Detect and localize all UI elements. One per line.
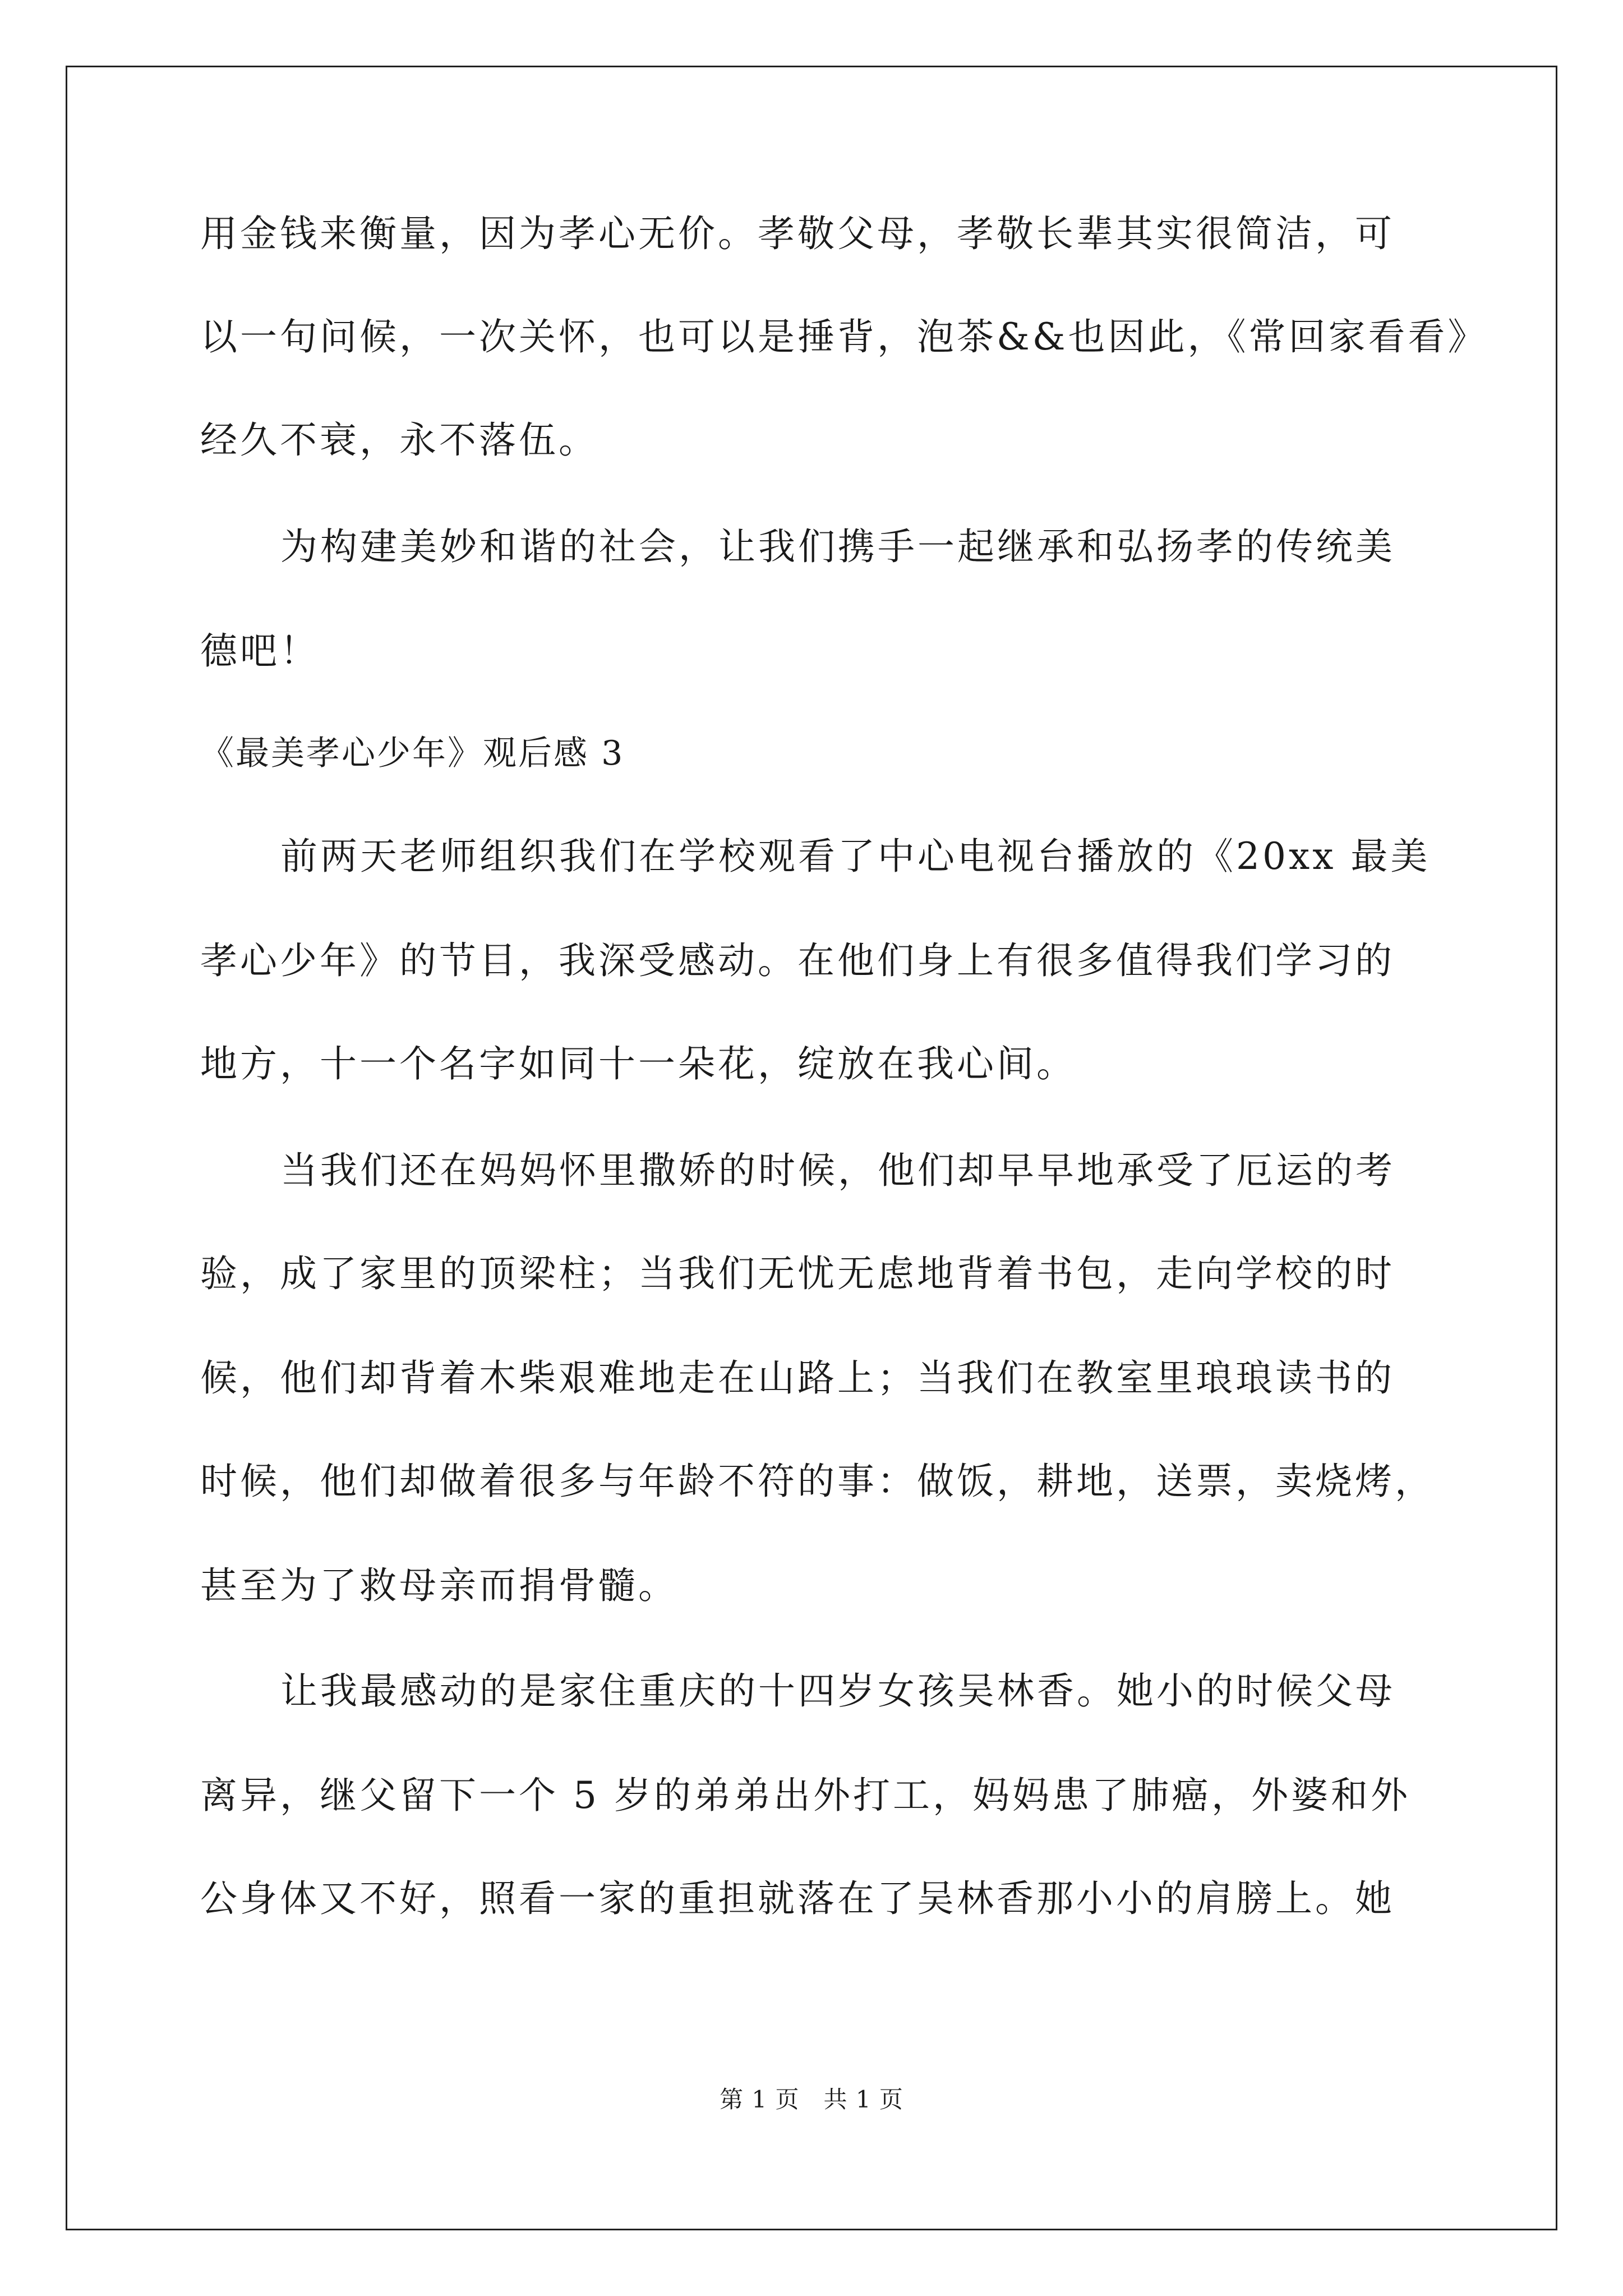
page-number-footer: 第 1 页 共 1 页 bbox=[720, 2086, 903, 2113]
paragraph-line: 时候，他们却做着很多与年龄不符的事：做饭，耕地，送票，卖烧烤， bbox=[200, 1460, 1435, 1503]
section-heading: 《最美孝心少年》观后感 3 bbox=[200, 734, 625, 773]
paragraph-line: 前两天老师组织我们在学校观看了中心电视台播放的《20xx 最美 bbox=[280, 835, 1431, 878]
paragraph-line: 为构建美妙和谐的社会，让我们携手一起继承和弘扬孝的传统美 bbox=[280, 525, 1395, 568]
paragraph-line: 公身体又不好，照看一家的重担就落在了吴林香那小小的肩膀上。她 bbox=[200, 1877, 1395, 1920]
paragraph-line: 当我们还在妈妈怀里撒娇的时候，他们却早早地承受了厄运的考 bbox=[280, 1149, 1395, 1192]
paragraph-line: 用金钱来衡量，因为孝心无价。孝敬父母，孝敬长辈其实很简洁，可 bbox=[200, 212, 1395, 255]
paragraph-line: 让我最感动的是家住重庆的十四岁女孩吴林香。她小的时候父母 bbox=[280, 1669, 1395, 1713]
paragraph-line: 候，他们却背着木柴艰难地走在山路上；当我们在教室里琅琅读书的 bbox=[200, 1356, 1395, 1400]
paragraph-line: 验，成了家里的顶梁柱；当我们无忧无虑地背着书包，走向学校的时 bbox=[200, 1252, 1395, 1295]
paragraph-line: 离异，继父留下一个 5 岁的弟弟出外打工，妈妈患了肺癌，外婆和外 bbox=[200, 1774, 1410, 1817]
paragraph-line: 甚至为了救母亲而捐骨髓。 bbox=[200, 1564, 678, 1607]
paragraph-line: 德吧！ bbox=[200, 629, 320, 673]
paragraph-line: 地方，十一个名字如同十一朵花，绽放在我心间。 bbox=[200, 1042, 1076, 1085]
paragraph-line: 孝心少年》的节目，我深受感动。在他们身上有很多值得我们学习的 bbox=[200, 939, 1395, 982]
paragraph-line: 以一句问候，一次关怀，也可以是捶背，泡茶&&也因此，《常回家看看》 bbox=[200, 315, 1488, 358]
paragraph-line: 经久不衰，永不落伍。 bbox=[200, 418, 598, 462]
